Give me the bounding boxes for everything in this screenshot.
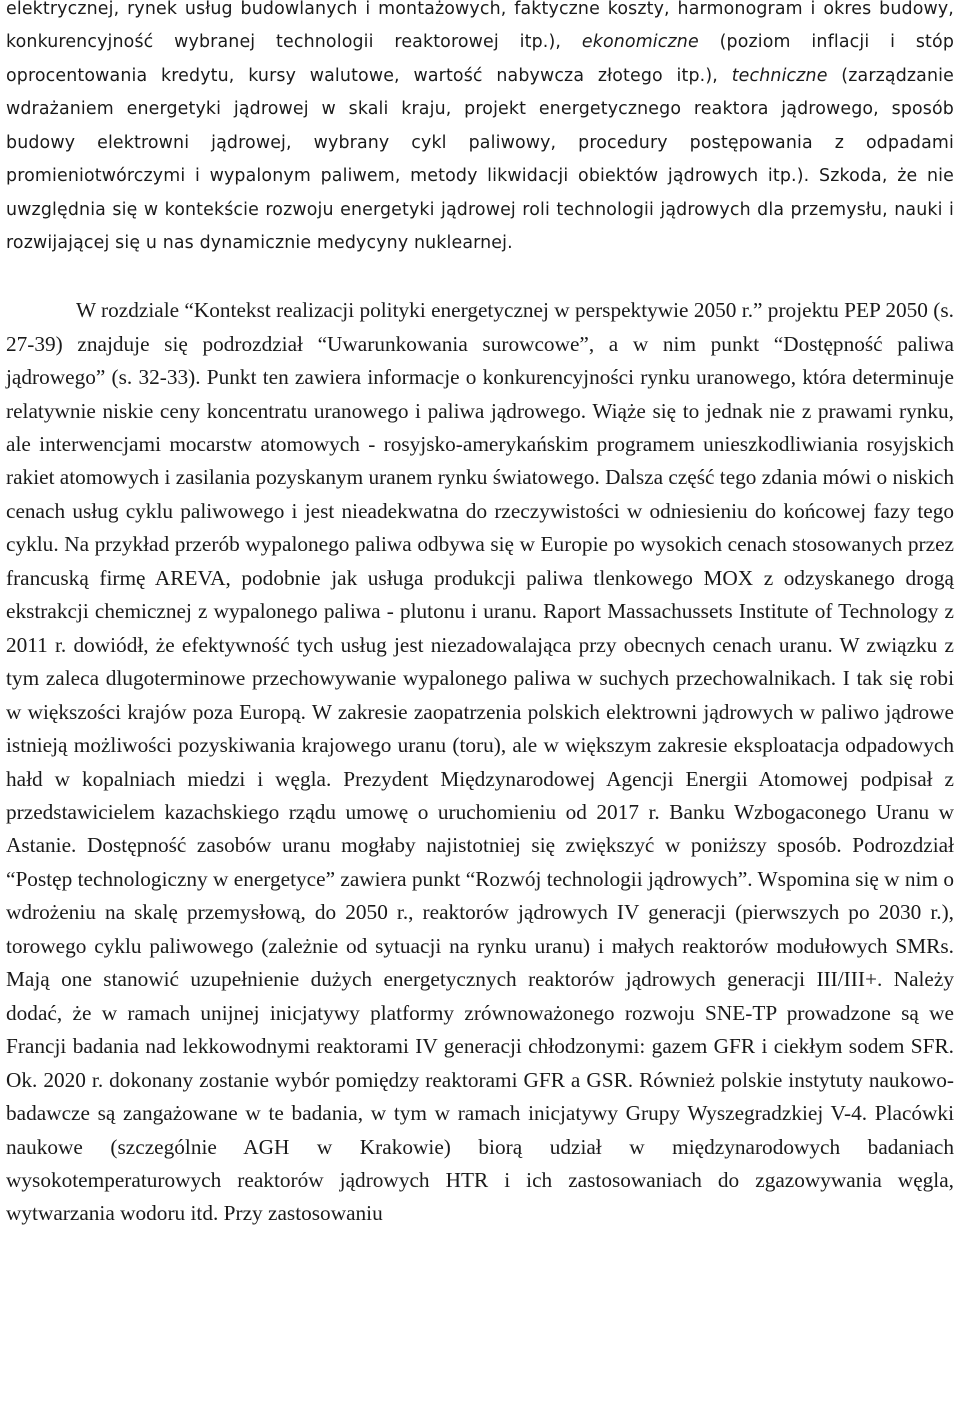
paragraph-risks-text-b: (poziom inflacji i stóp oprocentowania kredytu, kursy walutowe, wartość nabywcza złotego itp.), xyxy=(6,32,955,86)
document-page xyxy=(6,0,954,1231)
term-techniczne: techniczne xyxy=(731,65,828,86)
paragraph-risks-text-c: (zarządzanie wdrażaniem energetyki jądrowej w skali kraju, projekt energetycznego reaktora jądrowego, sposób budowy elektrowni jądrowej, wybrany cykl paliwowy, procedury postępowania z odpadami promieniotwórczymi i wypalonym paliwem, metody likwidacji obiektów jądrowych itp.). Szkoda, że nie uwzględnia się w kontekście rozwoju energetyki jądrowej roli technologii jądrowych dla przemysłu, nauki i rozwijającej się u nas dynamicznie medycyny nuklearnej. xyxy=(6,65,954,254)
paragraph-risks-text-a: elektrycznej, rynek usług budowlanych i montażowych, faktyczne koszty, harmonogram i okres budowy, konkurencyjność wybranej technologii reaktorowej itp.), xyxy=(6,0,954,53)
paragraph-fuel-availability: W rozdziale “Kontekst realizacji polityki energetycznej w perspektywie 2050 r.” projektu PEP 2050 (s. 27-39) znajduje się podrozdział “Uwarunkowania surowcowe”, a w nim punkt “Dostępność paliwa jądrowego” (s. 32-33). Punkt ten zawiera informacje o konkurencyjności rynku uranowego, która determinuje relatywnie niskie ceny koncentratu uranowego i paliwa jądrowego. Wiąże się to jednak nie z prawami rynku, ale interwencjami mocarstw atomowych - rosyjsko-amerykańskim programem unieszkodliwiania rosyjskich rakiet atomowych i zasilania pozyskanym uranem rynku światowego. Dalsza część tego zdania mówi o niskich cenach usług cyklu paliwowego i jest nieadekwatna do rzeczywistości w odniesieniu do końcowej fazy tego cyklu. Na przykład przerób wypalonego paliwa odbywa się w Europie po wysokich cenach stosowanych przez francuską firmę AREVA, podobnie jak usługa produkcji paliwa tlenkowego MOX z odzyskanego drogą ekstrakcji chemicznej z wypalonego paliwa - plutonu i uranu. Raport Massachussets Institute of Technology z 2011 r. dowiódł, że efektywność tych usług jest niezadowalająca przy obecnych cenach uranu. W związku z tym zaleca dlugoterminowe przechowywanie wypalonego paliwa w suchych przechowalnikach. I tak się robi w większości krajów poza Europą. W zakresie zaopatrzenia polskich elektrowni jądrowych w paliwo jądrowe istnieją możliwości pozyskiwania krajowego uranu (toru), ale w większym zakresie eksploatacja odpadowych hałd w kopalniach miedzi i węgla. Prezydent Międzynarodowej Agencji Energii Atomowej podpisał z przedstawicielem kazachskiego rządu umowę o uruchomieniu od 2017 r. Banku Wzbogaconego Uranu w Astanie. Dostępność zasobów uranu mogłaby najistotniej się zwiększyć w poniższy sposób. Podrozdział “Postęp technologiczny w energetyce” zawiera punkt “Rozwój technologii jądrowych”. Wspomina się w nim o wdrożeniu na skalę przemysłową, do 2050 r., reaktorów jądrowych IV generacji (pierwszych po 2030 r.), torowego cyklu paliwowego (zależnie od sytuacji na rynku uranu) i małych reaktorów modułowych SMRs. Mają one stanowić uzupełnienie dużych energetycznych reaktorów jądrowych generacji III/III+. Należy dodać, że w ramach unijnej inicjatywy platformy zrównoważonego rozwoju SNE-TP prowadzone są we Francji badania nad lekkowodnymi reaktorami IV generacji chłodzonymi: gazem GFR i ciekłym sodem SFR. Ok. 2020 r. dokonany zostanie wybór pomiędzy reaktorami GFR a GSR. Również polskie instytuty naukowo-badawcze są zangażowane w te badania, w tym w ramach inicjatywy Grupy Wyszegradzkiej V-4. Placówki naukowe (szczególnie AGH w Krakowie) biorą udział w międzynarodowych badaniach wysokotemperaturowych reaktorów jądrowych HTR i ich zastosowaniach do zgazowywania węgla, wytwarzania wodoru itd. Przy zastosowaniu xyxy=(6,298,955,1226)
paragraph-risks xyxy=(6,0,954,261)
term-ekonomiczne: ekonomiczne xyxy=(581,32,699,53)
